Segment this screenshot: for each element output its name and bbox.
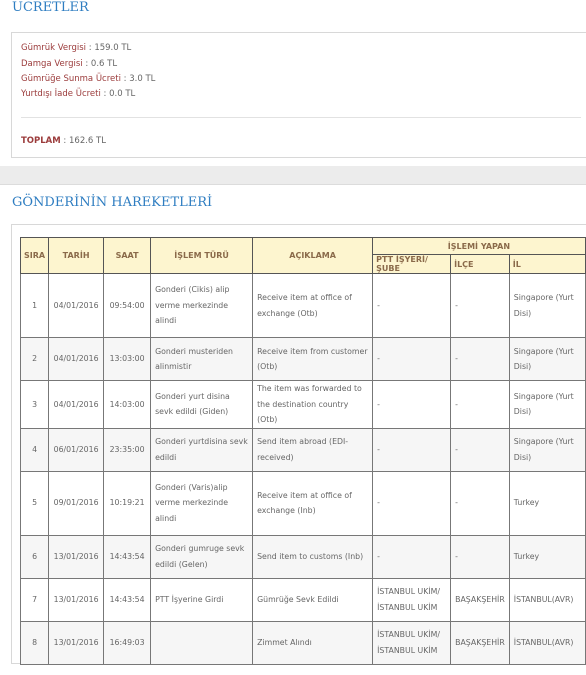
cell-islem: Gonderi yurtdisina sevk edildi <box>151 428 253 471</box>
total-value: 162.6 TL <box>69 136 106 146</box>
col-il: İL <box>509 255 585 274</box>
fees-total: TOPLAM : 162.6 TL <box>21 136 106 146</box>
fee-row-customs-duty: Gümrük Vergisi : 159.0 TL <box>21 43 132 53</box>
table-row <box>21 428 586 471</box>
fee-label: Gümrüğe Sunma Ücreti <box>21 74 121 84</box>
fee-row-return-fee: Yurtdışı İade Ücreti : 0.0 TL <box>21 89 136 99</box>
cell-tarih: 13/01/2016 <box>49 578 104 621</box>
cell-islem: Gonderi musteriden alinmistir <box>151 338 253 381</box>
cell-aciklama: Zimmet Alındı <box>253 621 373 664</box>
col-ptt-isyeri: PTT İŞYERİ/ŞUBE <box>373 255 451 274</box>
cell-aciklama: Gümrüğe Sevk Edildi <box>253 578 373 621</box>
cell-ptt: - <box>373 338 451 381</box>
cell-sira: 8 <box>21 621 49 664</box>
cell-tarih: 06/01/2016 <box>49 428 104 471</box>
fees-divider <box>21 117 581 118</box>
cell-il: Singapore (Yurt Disi) <box>509 381 585 429</box>
fee-row-stamp-duty: Damga Vergisi : 0.6 TL <box>21 59 118 69</box>
cell-islem: Gonderi (Varis)alip verme merkezinde alindi <box>151 471 253 535</box>
col-aciklama: AÇIKLAMA <box>253 238 373 274</box>
cell-tarih: 04/01/2016 <box>49 381 104 429</box>
col-ilce: İLÇE <box>451 255 510 274</box>
col-tarih: TARİH <box>49 238 104 274</box>
cell-saat: 14:03:00 <box>104 381 151 429</box>
cell-islem: Gonderi yurt disina sevk edildi (Giden) <box>151 381 253 429</box>
cell-ilce: - <box>451 338 510 381</box>
table-row <box>21 578 586 621</box>
cell-islem: Gonderi (Cikis) alip verme merkezinde alindi <box>151 274 253 338</box>
fees-heading: ÜCRETLER <box>12 0 89 15</box>
cell-tarih: 04/01/2016 <box>49 274 104 338</box>
fee-label: Damga Vergisi <box>21 59 83 69</box>
cell-ilce: - <box>451 428 510 471</box>
cell-ptt: - <box>373 428 451 471</box>
cell-ptt: - <box>373 274 451 338</box>
fee-value: 0.0 TL <box>109 89 136 99</box>
table-row <box>21 621 586 664</box>
fees-panel <box>11 32 586 158</box>
cell-il: Singapore (Yurt Disi) <box>509 338 585 381</box>
cell-tarih: 09/01/2016 <box>49 471 104 535</box>
cell-ilce: BAŞAKŞEHİR <box>451 621 510 664</box>
fee-row-customs-submission: Gümrüğe Sunma Ücreti : 3.0 TL <box>21 74 156 84</box>
cell-il: Turkey <box>509 535 585 578</box>
cell-aciklama: Send item to customs (Inb) <box>253 535 373 578</box>
cell-saat: 10:19:21 <box>104 471 151 535</box>
cell-islem: Gonderi gumruge sevk edildi (Gelen) <box>151 535 253 578</box>
cell-saat: 14:43:54 <box>104 578 151 621</box>
cell-saat: 16:49:03 <box>104 621 151 664</box>
cell-ilce: - <box>451 381 510 429</box>
cell-ptt: - <box>373 535 451 578</box>
cell-sira: 2 <box>21 338 49 381</box>
col-islem-turu: İŞLEM TÜRÜ <box>151 238 253 274</box>
cell-islem <box>151 621 253 664</box>
cell-sira: 3 <box>21 381 49 429</box>
cell-aciklama: Receive item from customer (Otb) <box>253 338 373 381</box>
cell-ilce: - <box>451 274 510 338</box>
col-saat: SAAT <box>104 238 151 274</box>
cell-ptt: İSTANBUL UKİM/ İSTANBUL UKİM <box>373 578 451 621</box>
table-row <box>21 381 586 429</box>
fee-value: 0.6 TL <box>90 59 118 69</box>
cell-sira: 7 <box>21 578 49 621</box>
cell-tarih: 13/01/2016 <box>49 535 104 578</box>
cell-il: Turkey <box>509 471 585 535</box>
cell-saat: 13:03:00 <box>104 338 151 381</box>
movements-heading: GÖNDERİNİN HAREKETLERİ <box>12 195 213 210</box>
cell-aciklama: The item was forwarded to the destination country (Otb) <box>253 381 373 429</box>
col-sira: SIRA <box>21 238 49 274</box>
cell-ilce: - <box>451 535 510 578</box>
cell-aciklama: Send item abroad (EDI-received) <box>253 428 373 471</box>
fee-label: Gümrük Vergisi <box>21 43 87 53</box>
cell-aciklama: Receive item at office of exchange (Otb) <box>253 274 373 338</box>
cell-il: Singapore (Yurt Disi) <box>509 428 585 471</box>
cell-saat: 09:54:00 <box>104 274 151 338</box>
fee-value: 3.0 TL <box>129 74 156 84</box>
cell-sira: 6 <box>21 535 49 578</box>
cell-sira: 4 <box>21 428 49 471</box>
cell-ilce: BAŞAKŞEHİR <box>451 578 510 621</box>
cell-ptt: İSTANBUL UKİM/ İSTANBUL UKİM <box>373 621 451 664</box>
cell-sira: 5 <box>21 471 49 535</box>
total-label: TOPLAM <box>21 136 61 146</box>
cell-saat: 14:43:54 <box>104 535 151 578</box>
movements-table <box>20 237 586 665</box>
cell-ptt: - <box>373 381 451 429</box>
fee-value: 159.0 TL <box>94 43 132 53</box>
cell-il: Singapore (Yurt Disi) <box>509 274 585 338</box>
table-row <box>21 274 586 338</box>
table-row <box>21 535 586 578</box>
cell-sira: 1 <box>21 274 49 338</box>
cell-tarih: 13/01/2016 <box>49 621 104 664</box>
cell-il: İSTANBUL(AVR) <box>509 621 585 664</box>
col-islemi-yapan: İŞLEMİ YAPAN <box>373 238 586 255</box>
cell-tarih: 04/01/2016 <box>49 338 104 381</box>
cell-ptt: - <box>373 471 451 535</box>
cell-ilce: - <box>451 471 510 535</box>
cell-aciklama: Receive item at office of exchange (Inb) <box>253 471 373 535</box>
fee-label: Yurtdışı İade Ücreti <box>21 89 101 99</box>
cell-islem: PTT İşyerine Girdi <box>151 578 253 621</box>
cell-il: İSTANBUL(AVR) <box>509 578 585 621</box>
cell-saat: 23:35:00 <box>104 428 151 471</box>
section-divider <box>0 166 586 184</box>
table-row <box>21 471 586 535</box>
table-row <box>21 338 586 381</box>
